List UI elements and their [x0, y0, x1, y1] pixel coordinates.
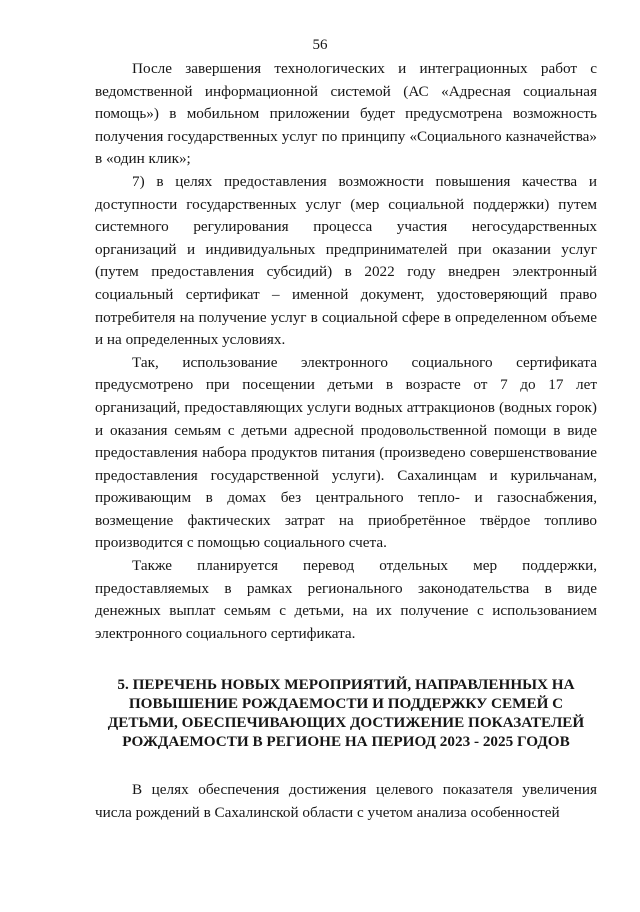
- paragraph-section-intro: В целях обеспечения достижения целевого показателя увеличения числа рождений в Сахалинской области с учетом анализа особенностей: [95, 781, 597, 822]
- page-number: 56: [312, 37, 328, 53]
- paragraph-planned-transfer: Также планируется перевод отдельных мер поддержки, предоставляемых в рамках регионального законодательства в виде денежных выплат семьям с детьми, на их получение с использованием электронного социального сертификата.: [95, 557, 597, 642]
- paragraph-certificate-usage: Так, использование электронного социального сертификата предусмотрено при посещении детьми в возрасте от 7 до 17 лет организаций, предоставляющих услуги водных аттракционов (водных горок) и оказания семьям с детьми адресной продовольственной помощи в виде предоставления набора продуктов питания (произведено совершенствование предоставления государственной услуги). Сахалинцам и курильчанам, проживающим в домах без центрального тепло- и газоснабжения, возмещение фактических затрат на приобретённое твёрдое топливо производится с помощью социального счета.: [95, 353, 597, 552]
- paragraph-item-7: 7) в целях предоставления возможности повышения качества и доступности государственных услуг (мер социальной поддержки) путем системного регулирования процесса участия негосударственных организаций и индивидуальных предпринимателей при оказании услуг (путем предоставления субсидий) в 2022 году внедрен электронный социальный сертификат – именной документ, удостоверяющий право потребителя на получение услуг в социальной сфере в определенном объеме и на определенных условиях.: [95, 172, 597, 349]
- body-text: [95, 58, 597, 825]
- section-heading: 5. ПЕРЕЧЕНЬ НОВЫХ МЕРОПРИЯТИЙ, НАПРАВЛЕННЫХ НА ПОВЫШЕНИЕ РОЖДАЕМОСТИ И ПОДДЕРЖКУ СЕМЕЙ С ДЕТЬМИ, ОБЕСПЕЧИВАЮЩИХ ДОСТИЖЕНИЕ ПОКАЗАТЕЛЕЙ РОЖДАЕМОСТИ В РЕГИОНЕ НА ПЕРИОД 2023 - 2025 ГОДОВ: [107, 676, 585, 751]
- paragraph-integration: После завершения технологических и интеграционных работ с ведомственной информационной системой (АС «Адресная социальная помощь») в мобильном приложении будет предусмотрена возможность получения государственных услуг по принципу «Социального казначейства» в «один клик»;: [95, 60, 597, 168]
